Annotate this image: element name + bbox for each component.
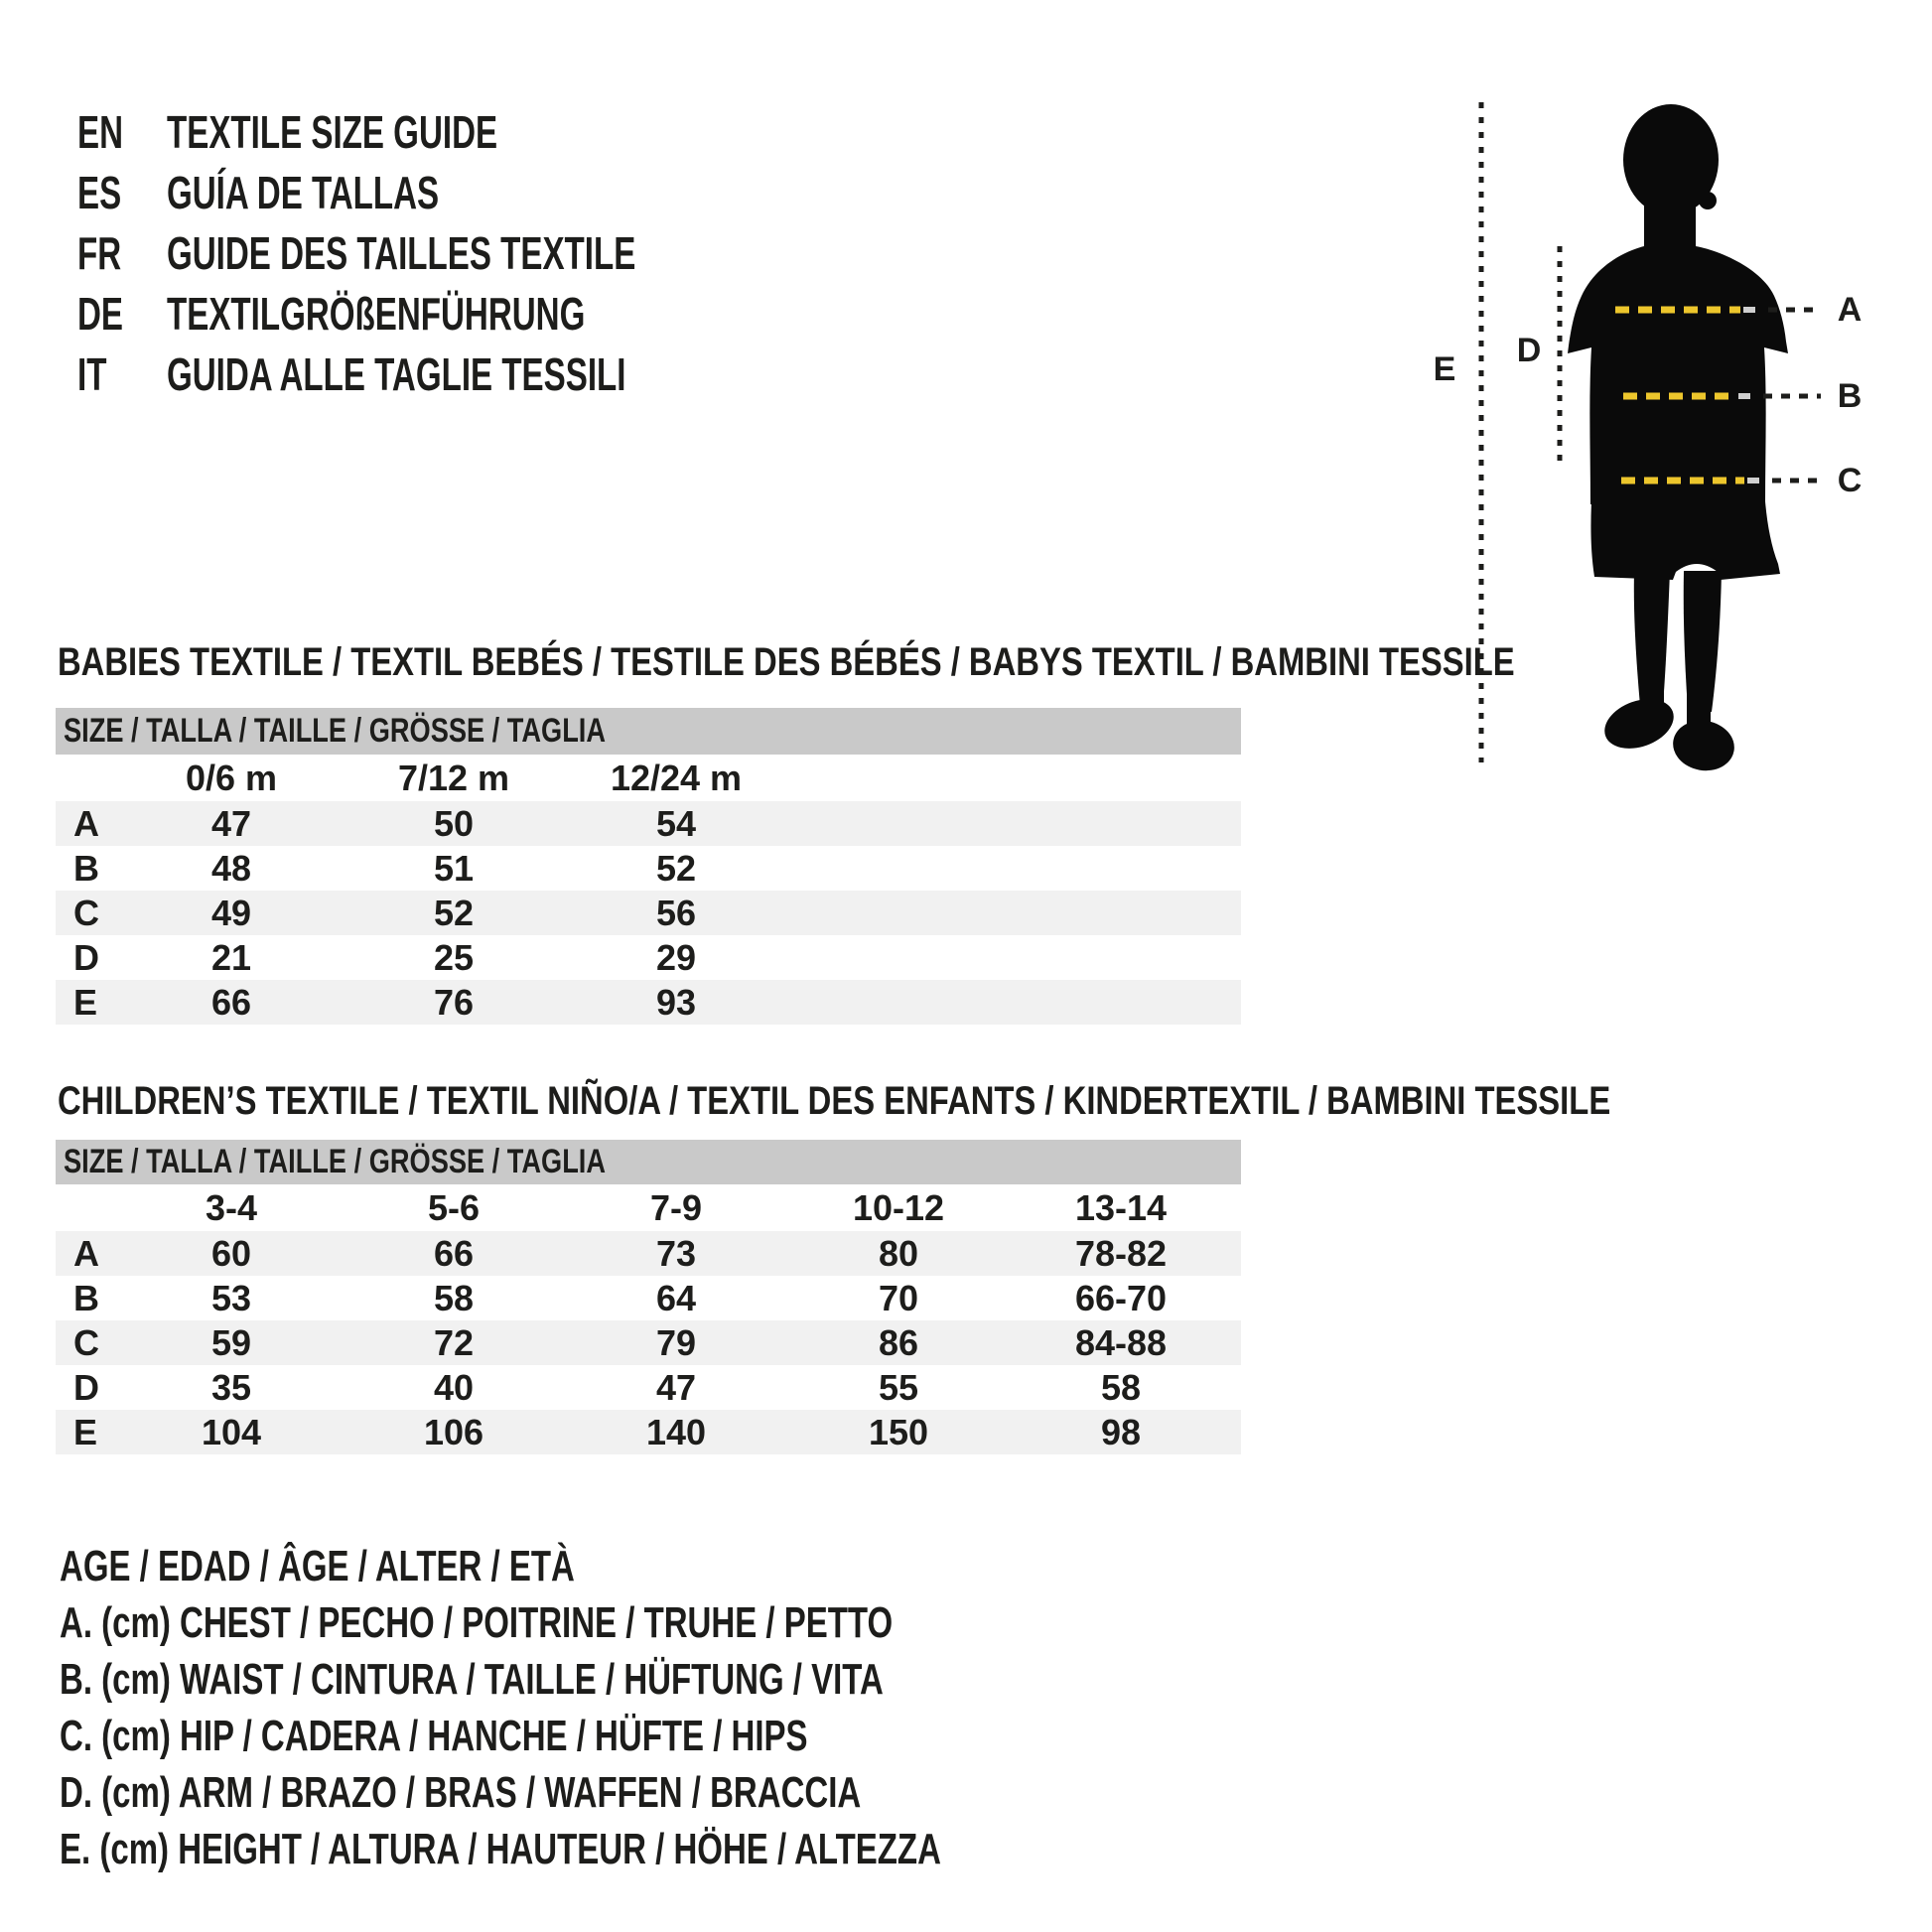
lang-code-en: EN	[77, 106, 124, 158]
figure-label-d: D	[1516, 332, 1542, 369]
table-row	[56, 1276, 1241, 1320]
column-header: 10-12	[852, 1187, 945, 1228]
lang-title-fr: GUIDE DES TAILLES TEXTILE	[167, 227, 636, 279]
table-row	[56, 1231, 1241, 1276]
column-header: 7/12 m	[397, 758, 510, 798]
legend-line-chest: A. (cm) CHEST / PECHO / POITRINE / TRUHE / PETTO	[60, 1598, 894, 1647]
cell: 55	[878, 1367, 919, 1408]
legend-line-arm: D. (cm) ARM / BRAZO / BRAS / WAFFEN / BRACCIA	[60, 1768, 862, 1817]
column-header: 0/6 m	[185, 758, 278, 798]
lang-title-es: GUÍA DE TALLAS	[167, 167, 440, 218]
child-silhouette-figure	[1430, 60, 1932, 794]
corner-cell	[56, 1184, 120, 1231]
table-row	[56, 1410, 1241, 1454]
table-row	[56, 1320, 1241, 1365]
column-header: 12/24 m	[610, 758, 743, 798]
cell: 73	[655, 1233, 697, 1274]
cell: 47	[655, 1367, 697, 1408]
lang-code-es: ES	[77, 167, 122, 218]
cell: 84-88	[1074, 1322, 1168, 1363]
table-row	[56, 1365, 1241, 1410]
figure-label-a: A	[1837, 291, 1863, 329]
cell: 140	[645, 1412, 707, 1452]
column-header: 3-4	[205, 1187, 258, 1228]
figure-label-b: B	[1837, 377, 1863, 415]
cell: 52	[433, 893, 475, 933]
column-header: 5-6	[427, 1187, 481, 1228]
lang-title-it: GUIDA ALLE TAGLIE TESSILI	[167, 348, 626, 400]
cell: 51	[433, 848, 475, 889]
cell: 21	[210, 937, 252, 978]
cell: 53	[210, 1278, 252, 1318]
cell: 80	[878, 1233, 919, 1274]
babies-size-header-bar: SIZE / TALLA / TAILLE / GRÖSSE / TAGLIA	[56, 708, 1241, 755]
cell: 79	[655, 1322, 697, 1363]
cell: 66	[433, 1233, 475, 1274]
table-row	[56, 935, 1241, 980]
row-label: A	[73, 803, 99, 844]
figure-label-e: E	[1433, 350, 1456, 388]
cell: 93	[655, 982, 697, 1023]
cell: 78-82	[1074, 1233, 1168, 1274]
table-row	[56, 846, 1241, 891]
row-label: E	[73, 1412, 98, 1452]
column-header: 13-14	[1074, 1187, 1168, 1228]
cell: 66-70	[1074, 1278, 1168, 1318]
cell: 29	[655, 937, 697, 978]
cell: 35	[210, 1367, 252, 1408]
table-row	[56, 980, 1241, 1025]
babies-section-title: BABIES TEXTILE / TEXTIL BEBÉS / TESTILE DES BÉBÉS / BABYS TEXTIL / BAMBINI TESSILE	[58, 640, 1515, 684]
cell: 72	[433, 1322, 475, 1363]
table-row	[56, 801, 1241, 846]
cell: 86	[878, 1322, 919, 1363]
cell: 54	[655, 803, 697, 844]
legend-line-waist: B. (cm) WAIST / CINTURA / TAILLE / HÜFTUNG / VITA	[60, 1655, 884, 1704]
row-label: D	[73, 1367, 99, 1408]
legend-line-hip: C. (cm) HIP / CADERA / HANCHE / HÜFTE / HIPS	[60, 1712, 808, 1760]
row-label: E	[73, 982, 98, 1023]
cell: 25	[433, 937, 475, 978]
legend-line-age: AGE / EDAD / ÂGE / ALTER / ETÀ	[60, 1542, 575, 1590]
row-label: C	[73, 893, 99, 933]
row-label: B	[73, 848, 99, 889]
cell: 60	[210, 1233, 252, 1274]
cell: 47	[210, 803, 252, 844]
children-size-header-bar: SIZE / TALLA / TAILLE / GRÖSSE / TAGLIA	[56, 1140, 1241, 1184]
cell: 150	[868, 1412, 929, 1452]
cell: 76	[433, 982, 475, 1023]
cell: 40	[433, 1367, 475, 1408]
cell: 58	[433, 1278, 475, 1318]
cell: 58	[1100, 1367, 1142, 1408]
cell: 70	[878, 1278, 919, 1318]
lang-code-it: IT	[77, 348, 107, 400]
figure-label-c: C	[1837, 462, 1863, 499]
row-label: C	[73, 1322, 99, 1363]
cell: 66	[210, 982, 252, 1023]
cell: 49	[210, 893, 252, 933]
cell: 56	[655, 893, 697, 933]
legend-line-height: E. (cm) HEIGHT / ALTURA / HAUTEUR / HÖHE / ALTEZZA	[60, 1825, 941, 1873]
row-label: D	[73, 937, 99, 978]
cell: 50	[433, 803, 475, 844]
measurement-legend	[60, 1538, 1235, 1877]
lang-code-fr: FR	[77, 227, 122, 279]
row-label: B	[73, 1278, 99, 1318]
children-size-table	[56, 1140, 1241, 1454]
children-column-header-row	[56, 1184, 1241, 1231]
cell: 52	[655, 848, 697, 889]
babies-column-header-row	[56, 755, 1241, 801]
babies-size-table	[56, 708, 1241, 1025]
cell: 64	[655, 1278, 697, 1318]
lang-title-de: TEXTILGRÖßENFÜHRUNG	[167, 288, 586, 340]
cell: 98	[1100, 1412, 1142, 1452]
table-row	[56, 891, 1241, 935]
row-label: A	[73, 1233, 99, 1274]
column-header: 7-9	[649, 1187, 703, 1228]
cell: 106	[423, 1412, 484, 1452]
children-section-title: CHILDREN’S TEXTILE / TEXTIL NIÑO/A / TEXTIL DES ENFANTS / KINDERTEXTIL / BAMBINI TESSILE	[58, 1079, 1611, 1123]
lang-code-de: DE	[77, 288, 124, 340]
corner-cell	[56, 755, 120, 801]
cell: 104	[201, 1412, 262, 1452]
cell: 48	[210, 848, 252, 889]
lang-title-en: TEXTILE SIZE GUIDE	[167, 106, 498, 158]
cell: 59	[210, 1322, 252, 1363]
